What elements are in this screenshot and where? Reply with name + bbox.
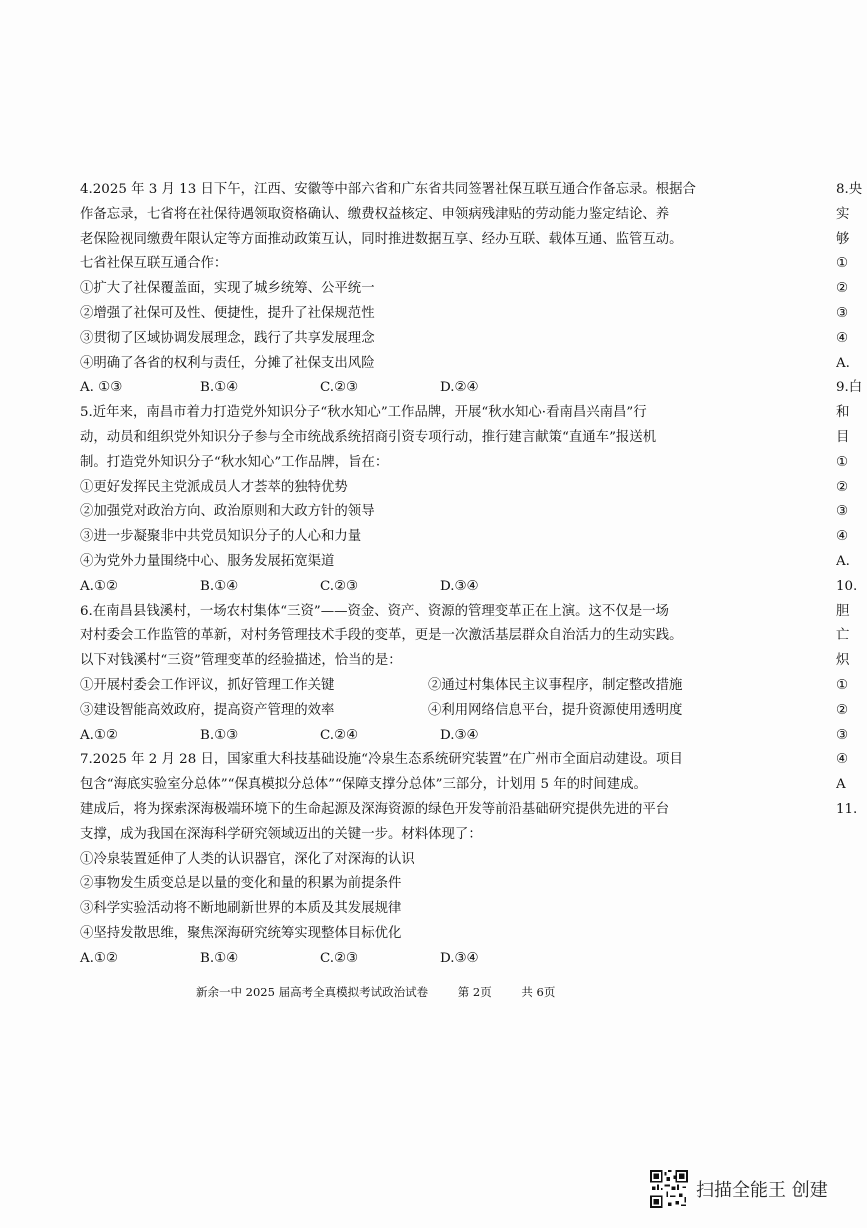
adjacent-page-fragment [836,178,867,996]
option-item: ②加强党对政治方向、政治原则和大政方针的领导 [80,504,375,520]
main-column [80,178,745,972]
question-5 [80,401,745,599]
choice-a: A.①② [80,950,118,966]
fragment-line: 9.白 [836,380,863,396]
option-item: ①扩大了社保覆盖面，实现了城乡统筹、公平统一 [80,281,375,297]
fragment-line [836,897,867,922]
option-item: ④为党外力量围绕中心、服务发展拓宽渠道 [80,553,335,569]
fragment-line [836,922,867,947]
question-stem-line: 动，动员和组织党外知识分子参与全市统战系统招商引资专项行动，推行建言献策“直通车”报送机 [80,429,657,445]
option-pair-row [80,699,745,724]
fragment-line: ③ [836,727,849,743]
fragment-line [836,872,867,897]
question-stem-line: 4.2025 年 3 月 13 日下午，江西、安徽等中部六省和广东省共同签署社保互联互通合作备忘录。根据合 [80,182,696,197]
question-stem-line: 对村委会工作监管的革新，对村务管理技术手段的变革，更是一次激活基层群众自治活力的生动实践。 [80,628,683,644]
fragment-line [836,848,867,873]
choice-a: A.①② [80,727,118,743]
answer-choices [80,376,745,401]
fragment-line: A [836,777,846,793]
footer-page-number: 第 2页 [457,985,492,999]
question-stem-line: 制。打造党外知识分子“秋水知心”工作品牌，旨在： [80,454,389,470]
fragment-line: 11. [836,801,858,817]
fragment-line: ① [836,256,849,272]
choice-c: C.②③ [320,380,359,396]
choice-c: C.②③ [320,578,359,594]
question-stem-line: 老保险视同缴费年限认定等方面推动政策互认，同时推进数据互享、经办互联、载体互通、监管互动。 [80,231,683,247]
question-stem-line: 支撑，成为我国在深海科学研究领域迈出的关键一步。材料体现了： [80,826,482,842]
choice-b: B.①④ [200,950,239,966]
footer-title: 新余一中 2025 届高考全真模拟考试政治试卷 [196,985,429,999]
question-stem-line: 以下对钱溪村“三资”管理变革的经验描述，恰当的是： [80,653,402,669]
question-stem-line: 作备忘录，七省将在社保待遇领取资格确认、缴费权益核定、申领病残津贴的劳动能力鉴定结论、养 [80,206,670,222]
answer-choices [80,724,745,749]
fragment-line: 实 [836,206,850,222]
option-item: ③进一步凝聚非中共党员知识分子的人心和力量 [80,529,362,545]
choice-a: A. ①③ [80,380,123,396]
option-item: ②通过村集体民主议事程序，制定整改措施 [428,677,683,693]
scanner-watermark [650,1170,828,1208]
fragment-line [836,972,867,997]
page-footer [196,984,581,1000]
option-item: ③科学实验活动将不断地刷新世界的本质及其发展规律 [80,901,402,917]
choice-b: B.①③ [200,727,239,743]
fragment-line: ② [836,479,849,495]
fragment-line: A. [836,553,850,569]
fragment-line: 目 [836,429,850,445]
question-stem-line: 七省社保互联互通合作： [80,256,228,272]
choice-a: A.①② [80,578,118,594]
question-stem-line: 包含“海底实验室分总体”“保真模拟分总体”“保障支撑分总体”三部分，计划用 5 年的时间建成。 [80,777,647,793]
option-item: ②增强了社保可及性、便捷性，提升了社保规范性 [80,305,375,321]
fragment-line: 胆 [836,603,850,619]
fragment-line: 炽 [836,653,850,669]
option-item: ③贯彻了区域协调发展理念，践行了共享发展理念 [80,330,375,346]
fragment-line: ② [836,702,849,718]
choice-d: D.③④ [440,578,479,594]
option-item: ④明确了各省的权利与责任，分摊了社保支出风险 [80,355,375,371]
fragment-line [836,823,867,848]
choice-b: B.①④ [200,578,239,594]
answer-choices [80,575,745,600]
fragment-line: ④ [836,752,849,768]
choice-c: C.②④ [320,727,359,743]
choice-d: D.③④ [440,950,479,966]
question-stem-line: 7.2025 年 2 月 28 日，国家重大科技基础设施“冷泉生态系统研究装置”在广州市全面启动建设。项目 [80,752,683,768]
fragment-line: ② [836,281,849,297]
choice-d: D.②④ [440,380,479,396]
fragment-line: ① [836,677,849,693]
watermark-text: 扫描全能王 创建 [696,1180,828,1201]
choice-b: B.①④ [200,380,239,396]
fragment-line: ① [836,454,849,470]
option-item: ④利用网络信息平台，提升资源使用透明度 [428,702,683,718]
question-stem-line: 6.在南昌县钱溪村，一场农村集体“三资”——资金、资产、资源的管理变革正在上演。这不仅是一场 [80,603,669,619]
fragment-line: A. [836,355,850,371]
qr-code-icon [650,1170,688,1208]
fragment-line: 10. [836,578,858,594]
option-item: ①冷泉装置延伸了人类的认识器官，深化了对深海的认识 [80,851,415,867]
fragment-line: ③ [836,504,849,520]
question-stem-line: 5.近年来，南昌市着力打造党外知识分子“秋水知心”工作品牌，开展“秋水知心·看南昌兴南昌”行 [80,405,647,421]
choice-d: D.③④ [440,727,479,743]
question-6 [80,600,745,749]
question-7 [80,748,745,971]
option-item: ①开展村委会工作评议，抓好管理工作关键 [80,677,335,693]
answer-choices [80,947,745,972]
fragment-line: 8.央 [836,182,863,197]
fragment-line: 够 [836,231,850,247]
fragment-line: ④ [836,529,849,545]
fragment-line: 和 [836,405,850,421]
fragment-line: ③ [836,305,849,321]
option-item: ④坚持发散思维，聚焦深海研究统筹实现整体目标优化 [80,925,402,941]
question-stem-line: 建成后，将为探索深海极端环境下的生命起源及深海资源的绿色开发等前沿基础研究提供先进的平台 [80,801,670,817]
choice-c: C.②③ [320,950,359,966]
fragment-line [836,947,867,972]
option-pair-row [80,674,745,699]
fragment-line: 亡 [836,628,850,644]
fragment-line: ④ [836,330,849,346]
option-item: ③建设智能高效政府，提高资产管理的效率 [80,702,335,718]
option-item: ①更好发挥民主党派成员人才荟萃的独特优势 [80,479,348,495]
option-item: ②事物发生质变总是以量的变化和量的积累为前提条件 [80,876,402,892]
question-4 [80,178,745,401]
footer-total-pages: 共 6页 [521,985,556,999]
